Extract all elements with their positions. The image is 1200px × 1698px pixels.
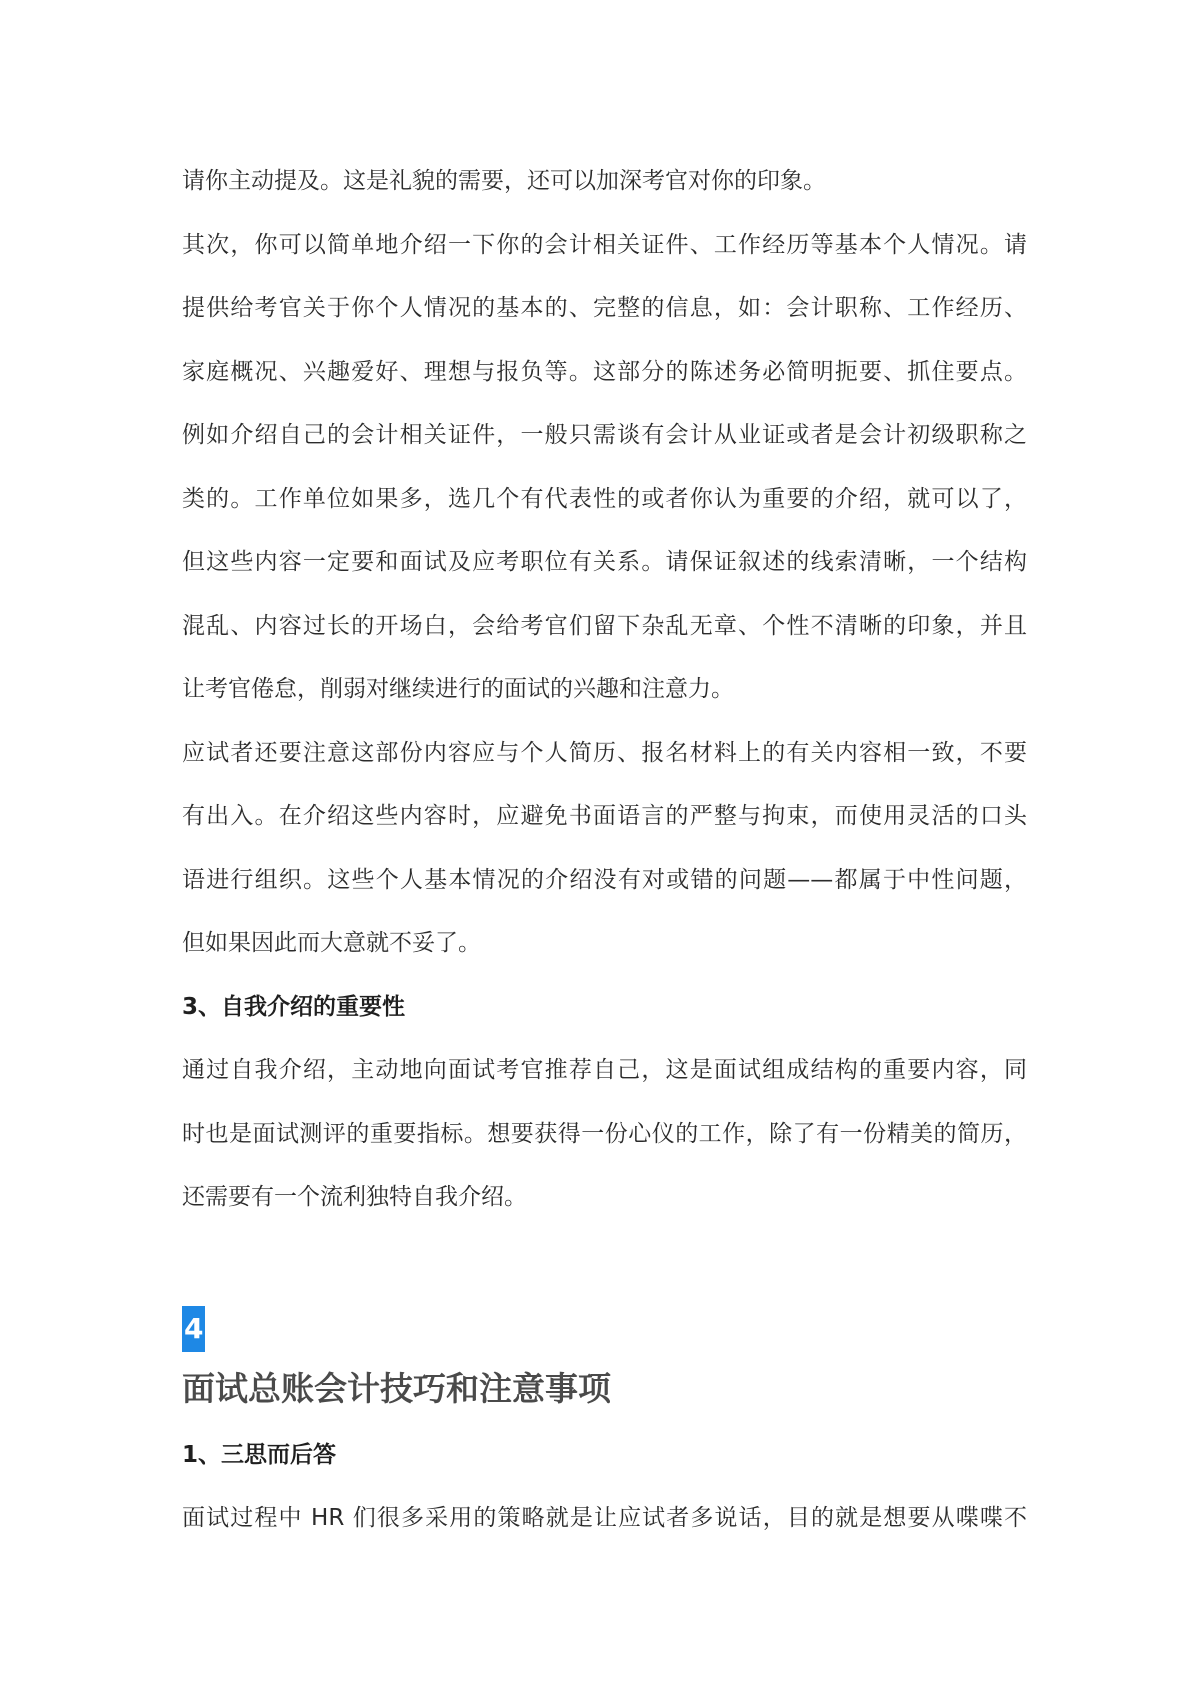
subheading-think-before-answer: 1、三思而后答 [182, 1441, 337, 1468]
section-number-badge: 4 [182, 1306, 205, 1352]
text-line: 请你主动提及。这是礼貌的需要，还可以加深考官对你的印象。 [182, 168, 826, 194]
text-line: 但如果因此而大意就不妥了。 [182, 930, 481, 956]
text-line: 让考官倦怠，削弱对继续进行的面试的兴趣和注意力。 [182, 676, 734, 702]
text-line: 其次，你可以简单地介绍一下你的会计相关证件、工作经历等基本个人情况。请 [182, 231, 1027, 258]
paragraph-3 [182, 722, 1027, 976]
paragraph-5 [182, 1487, 1027, 1551]
section-spacer [182, 1230, 1027, 1298]
text-line: 类的。工作单位如果多，选几个有代表性的或者你认为重要的介绍，就可以了， [182, 485, 1027, 512]
text-line: 时也是面试测评的重要指标。想要获得一份心仪的工作，除了有一份精美的简历， [182, 1120, 1027, 1147]
subheading-importance: 3、自我介绍的重要性 [182, 993, 406, 1020]
text-line: 混乱、内容过长的开场白，会给考官们留下杂乱无章、个性不清晰的印象，并且 [182, 612, 1027, 639]
text-line: 有出入。在介绍这些内容时，应避免书面语言的严整与拘束，而使用灵活的口头 [182, 803, 1027, 829]
paragraph-2 [182, 214, 1027, 722]
text-line: 应试者还要注意这部份内容应与个人简历、报名材料上的有关内容相一致，不要 [182, 739, 1027, 766]
section-title: 面试总账会计技巧和注意事项 [182, 1368, 611, 1408]
text-line: 通过自我介绍，主动地向面试考官推荐自己，这是面试组成结构的重要内容，同 [182, 1057, 1027, 1083]
text-line: 家庭概况、兴趣爱好、理想与报负等。这部分的陈述务必简明扼要、抓住要点。 [182, 358, 1027, 385]
text-line: 面试过程中 HR 们很多采用的策略就是让应试者多说话，目的就是想要从喋喋不 [182, 1505, 1027, 1531]
document-content [182, 150, 1027, 1551]
text-line: 语进行组织。这些个人基本情况的介绍没有对或错的问题——都属于中性问题， [182, 866, 1027, 893]
text-line: 还需要有一个流利独特自我介绍。 [182, 1184, 527, 1210]
paragraph-4 [182, 1039, 1027, 1230]
section-header [182, 1298, 1027, 1424]
text-line: 提供给考官关于你个人情况的基本的、完整的信息，如：会计职称、工作经历、 [182, 295, 1027, 321]
text-line: 但这些内容一定要和面试及应考职位有关系。请保证叙述的线索清晰，一个结构 [182, 549, 1027, 575]
text-line: 例如介绍自己的会计相关证件，一般只需谈有会计从业证或者是会计初级职称之 [182, 422, 1027, 448]
paragraph-1 [182, 150, 1027, 214]
